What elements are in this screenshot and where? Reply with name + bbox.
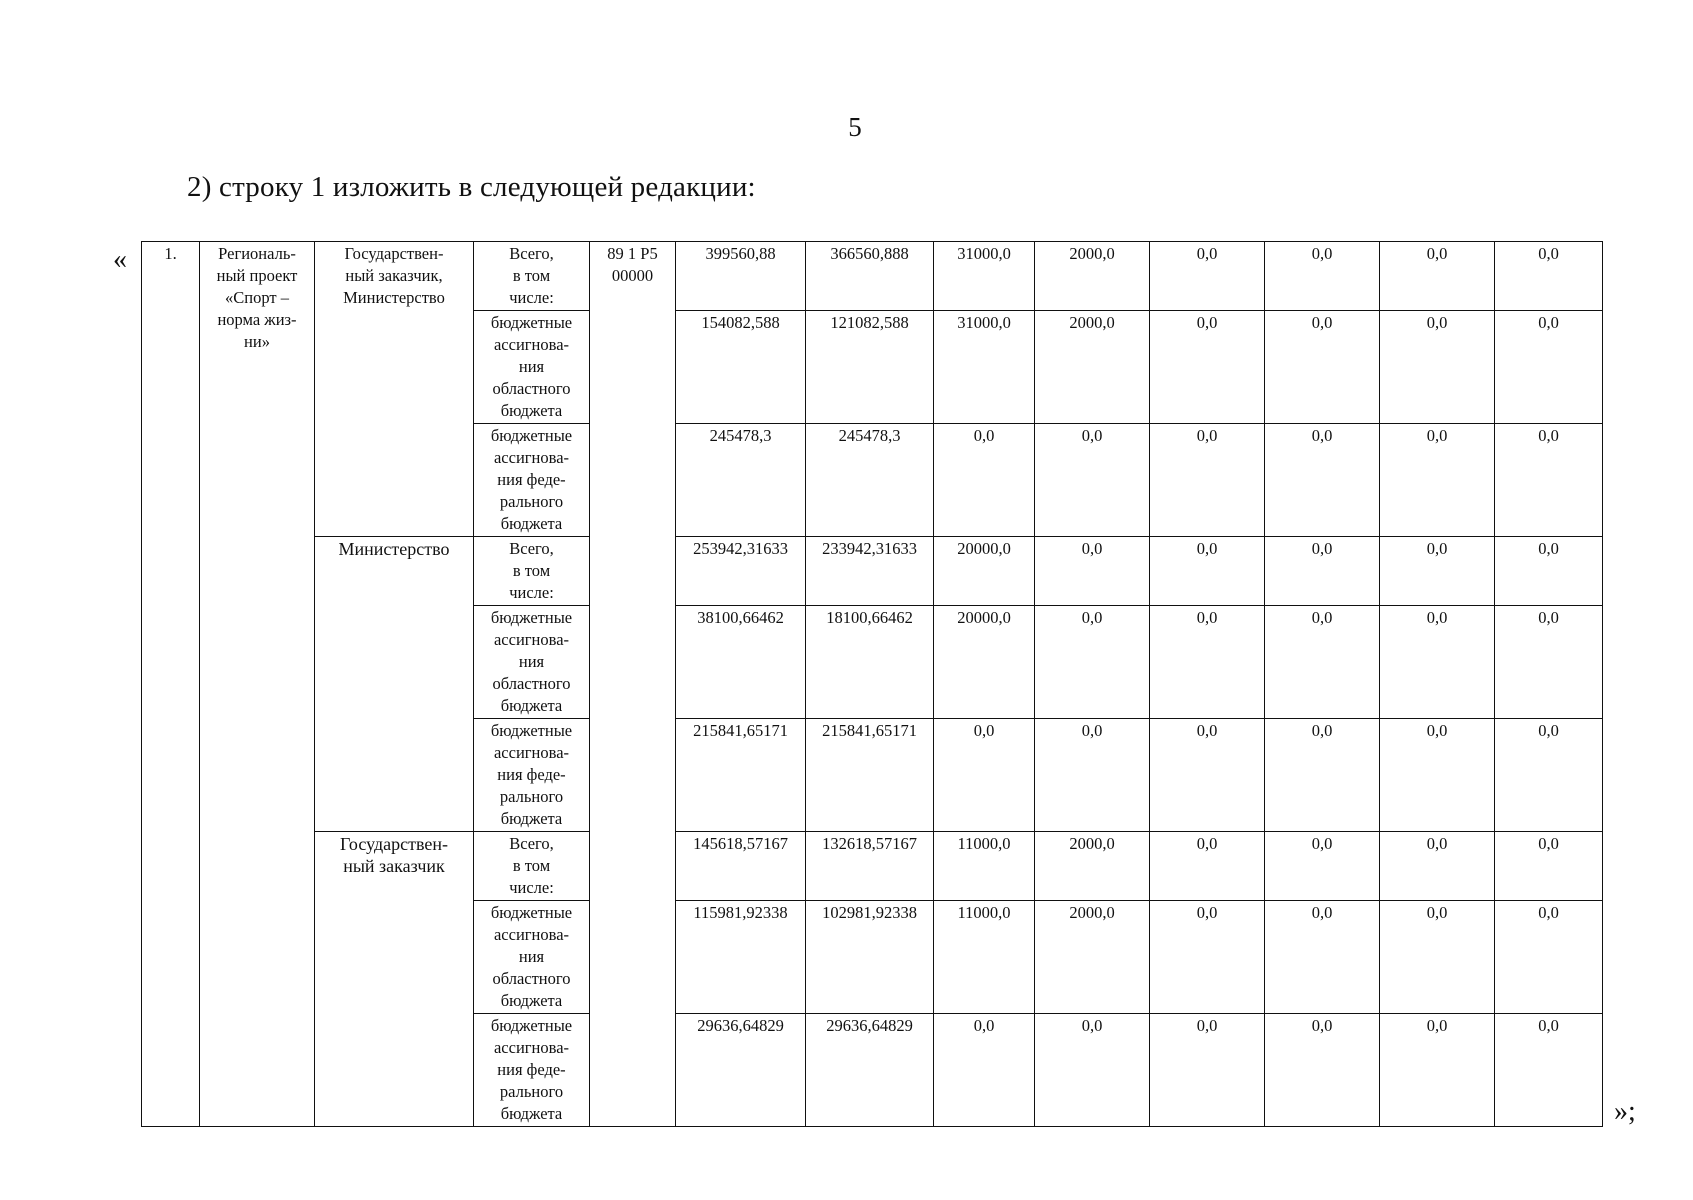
value-cell: 0,0 [1150,537,1265,606]
value-cell: 0,0 [1265,719,1380,832]
value-cell: 0,0 [1150,424,1265,537]
budget-code-cell: 89 1 P5 00000 [590,242,676,1127]
value-cell: 0,0 [1380,242,1495,311]
value-cell: 0,0 [1035,424,1150,537]
value-cell: 0,0 [1495,424,1603,537]
value-cell: 0,0 [1150,1014,1265,1127]
funding-type-cell: бюджетные ассигнова- ния феде- рального бюджета [474,424,590,537]
value-cell: 11000,0 [934,832,1035,901]
value-cell: 115981,92338 [676,901,806,1014]
value-cell: 215841,65171 [806,719,934,832]
value-cell: 0,0 [1265,832,1380,901]
value-cell: 0,0 [1265,242,1380,311]
value-cell: 0,0 [934,424,1035,537]
value-cell: 253942,31633 [676,537,806,606]
value-cell: 0,0 [1035,1014,1150,1127]
value-cell: 0,0 [1380,606,1495,719]
value-cell: 0,0 [1380,832,1495,901]
value-cell: 0,0 [1150,901,1265,1014]
value-cell: 0,0 [1265,424,1380,537]
value-cell: 0,0 [1495,606,1603,719]
value-cell: 0,0 [1265,901,1380,1014]
value-cell: 29636,64829 [806,1014,934,1127]
value-cell: 2000,0 [1035,311,1150,424]
value-cell: 102981,92338 [806,901,934,1014]
table-row [142,242,1603,311]
value-cell: 38100,66462 [676,606,806,719]
value-cell: 121082,588 [806,311,934,424]
funding-type-cell: Всего, в том числе: [474,832,590,901]
value-cell: 0,0 [1380,424,1495,537]
value-cell: 0,0 [1150,832,1265,901]
value-cell: 233942,31633 [806,537,934,606]
value-cell: 399560,88 [676,242,806,311]
funding-type-cell: бюджетные ассигнова- ния феде- рального бюджета [474,719,590,832]
value-cell: 0,0 [1150,242,1265,311]
value-cell: 0,0 [1380,719,1495,832]
funding-type-cell: бюджетные ассигнова- ния областного бюджета [474,606,590,719]
page-number: 5 [848,112,862,142]
value-cell: 31000,0 [934,242,1035,311]
row-number-cell: 1. [142,242,200,1127]
value-cell: 0,0 [1380,1014,1495,1127]
budget-table [141,241,1603,1127]
funding-type-cell: Всего, в том числе: [474,242,590,311]
executor-cell: Государствен- ный заказчик, Министерство [315,242,474,537]
value-cell: 0,0 [1035,537,1150,606]
value-cell: 0,0 [934,719,1035,832]
value-cell: 2000,0 [1035,832,1150,901]
value-cell: 0,0 [1150,719,1265,832]
funding-type-cell: бюджетные ассигнова- ния областного бюджета [474,901,590,1014]
value-cell: 0,0 [1495,1014,1603,1127]
value-cell: 0,0 [1495,311,1603,424]
funding-type-cell: Всего, в том числе: [474,537,590,606]
table-row [142,537,1603,606]
value-cell: 0,0 [934,1014,1035,1127]
funding-type-cell: бюджетные ассигнова- ния феде- рального бюджета [474,1014,590,1127]
amendment-instruction: 2) строку 1 изложить в следующей редакции: [187,171,756,203]
closing-quote: »; [1614,1096,1636,1127]
value-cell: 145618,57167 [676,832,806,901]
value-cell: 0,0 [1380,901,1495,1014]
project-name-cell: Региональ- ный проект «Спорт – норма жиз- ни» [200,242,315,1127]
value-cell: 2000,0 [1035,242,1150,311]
value-cell: 245478,3 [806,424,934,537]
value-cell: 0,0 [1380,311,1495,424]
opening-quote: « [113,244,127,275]
value-cell: 18100,66462 [806,606,934,719]
value-cell: 366560,888 [806,242,934,311]
funding-type-cell: бюджетные ассигнова- ния областного бюджета [474,311,590,424]
value-cell: 29636,64829 [676,1014,806,1127]
value-cell: 2000,0 [1035,901,1150,1014]
value-cell: 11000,0 [934,901,1035,1014]
value-cell: 0,0 [1265,1014,1380,1127]
executor-cell: Министерство [315,537,474,832]
value-cell: 0,0 [1495,719,1603,832]
value-cell: 0,0 [1495,832,1603,901]
value-cell: 154082,588 [676,311,806,424]
value-cell: 0,0 [1265,537,1380,606]
value-cell: 245478,3 [676,424,806,537]
value-cell: 215841,65171 [676,719,806,832]
value-cell: 0,0 [1035,719,1150,832]
executor-cell: Государствен- ный заказчик [315,832,474,1127]
value-cell: 0,0 [1495,537,1603,606]
value-cell: 31000,0 [934,311,1035,424]
value-cell: 132618,57167 [806,832,934,901]
value-cell: 0,0 [1380,537,1495,606]
value-cell: 0,0 [1495,242,1603,311]
value-cell: 0,0 [1265,311,1380,424]
value-cell: 0,0 [1150,606,1265,719]
value-cell: 20000,0 [934,606,1035,719]
table-row [142,832,1603,901]
value-cell: 0,0 [1150,311,1265,424]
value-cell: 20000,0 [934,537,1035,606]
value-cell: 0,0 [1035,606,1150,719]
value-cell: 0,0 [1495,901,1603,1014]
value-cell: 0,0 [1265,606,1380,719]
